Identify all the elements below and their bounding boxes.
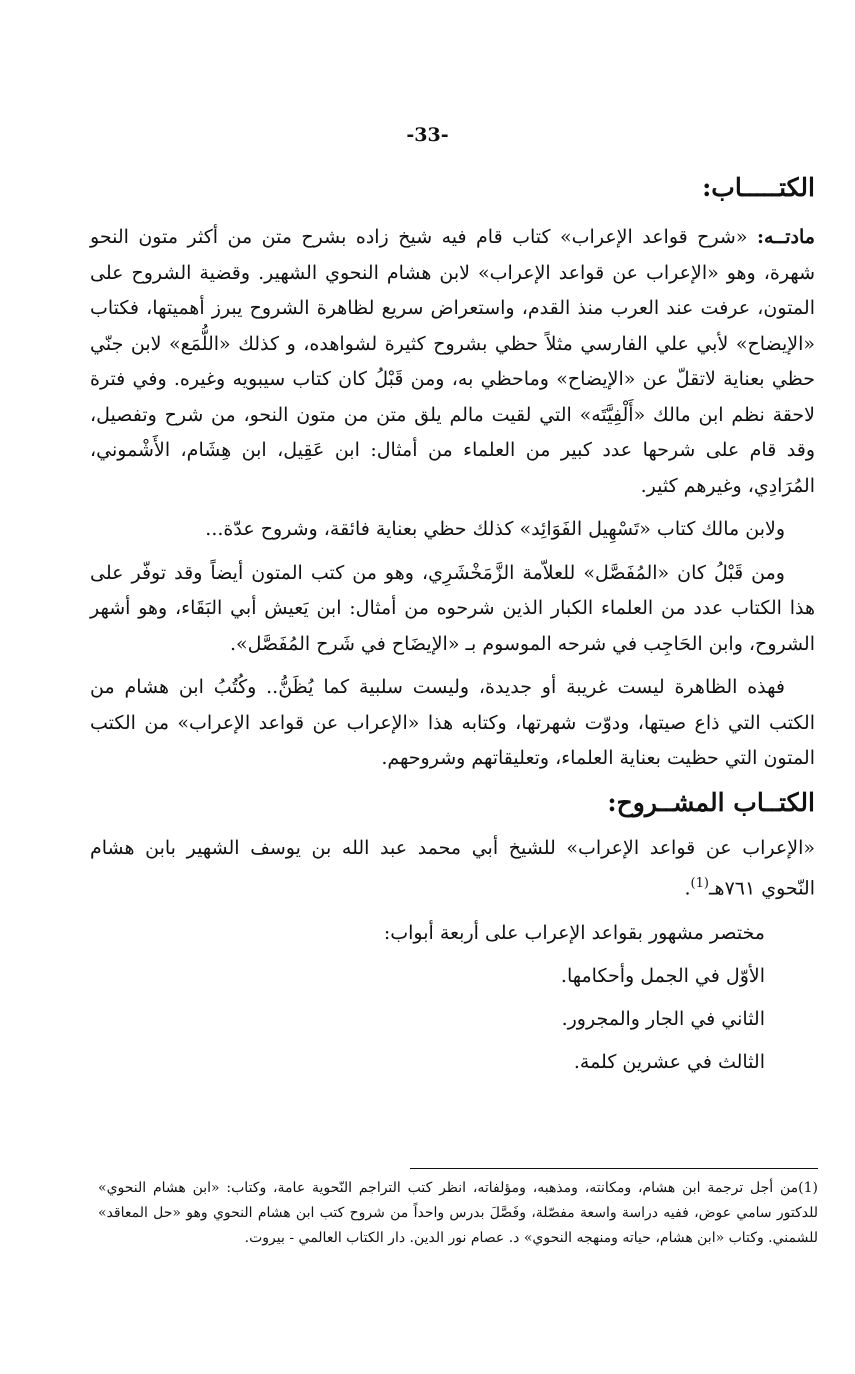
paragraph-explained-book (90, 831, 815, 907)
paragraph-explained-book-text: «الإعراب عن قواعد الإعراب» للشيخ أبي محمد عبد الله بن يوسف الشهير بابن هشام النّحوي ٧٦١هـ (90, 836, 815, 900)
paragraph-material (90, 220, 815, 504)
chapters-intro: مختصر مشهور بقواعد الإعراب على أربعة أبواب: (383, 921, 765, 944)
paragraph-material-text: «شرح قواعد الإعراب» كتاب قام فيه شيخ زاده بشرح متن من أكثر متون النحو شهرة، وهو «الإعراب عن قواعد الإعراب» لابن هشام النحوي الشهير. وقضية الشروح على المتون، عرفت عند العرب منذ القدم، واستعراض سريع لظاهرة الشروح يبرز أهميتها، فكتاب «الإيضاح» لأبي علي الفارسي مثلاً حظي بشروح كثيرة لشواهده، و كذلك «اللُّمَع» لابن جنّي حظي بعناية لاتقلّ عن «الإيضاح» وماحظي به، ومن قَبْلُ كان كتاب سيبويه وغيره. وفي فترة لاحقة نظم ابن مالك «أَلْفِيَّتَه» التي لقيت مالم يلق متن من متون النحو، من شرح وتفصيل، وقد قام على شرحها عدد كبير من العلماء من أمثال: ابن عَقِيل، ابن هِشَام، الأَشْموني، المُرَادِي، وغيرهم كثير. (90, 226, 815, 497)
chapters-list (90, 915, 815, 1080)
list-item: الثاني في الجار والمجرور. (561, 1007, 765, 1030)
paragraph-tashil: ولابن مالك كتاب «تَسْهِيل الفَوَائِد» كذلك حظي بعناية فائقة، وشروح عدّة... (205, 518, 785, 540)
page-number: -33- (406, 124, 449, 146)
list-item: الثالث في عشرين كلمة. (573, 1050, 765, 1073)
footnote-divider (410, 1168, 818, 1169)
footnote-marker: (1) (690, 876, 709, 891)
list-item: الأوّل في الجمل وأحكامها. (560, 964, 765, 987)
main-content (90, 170, 815, 1087)
footnote: (1)من أجل ترجمة ابن هشام، ومكانته، ومذهبه، ومؤلفاته، انظر كتب التراجم النّحوية عامة، وكتاب: «ابن هشام النحوي» للدكتور سامي عوض، ففيه دراسة واسعة مفصّلة، وفَصَّلَ بدرس واحداً من شروح كتب ابن هشام النحوي وهو «حل المعاقد» للشمني. وكتاب «ابن هشام، حياته ومنهجه النحوي» د. عصام نور الدين. دار الكتاب العالمي - بيروت. (98, 1180, 818, 1246)
paragraph-lead: مادتــه: (756, 226, 815, 248)
paragraph-phenomenon: فهذه الظاهرة ليست غريبة أو جديدة، وليست سلبية كما يُظَنُّ.. وكُتُبُ ابن هشام من الكتب التي ذاع صيتها، ودوّت شهرتها، وكتابه هذا «الإعراب عن قواعد الإعراب» من الكتب المتون التي حظيت بعناية العلماء، وتعليقاتهم وشروحهم. (90, 676, 815, 769)
section-heading-book: الكتـــــاب: (702, 173, 815, 202)
section-heading-explained-book: الكتــاب المشــروح: (607, 787, 815, 817)
paragraph-end-mark: . (684, 877, 691, 900)
paragraph-mufassal: ومن قَبْلُ كان «المُفَصَّل» للعلاّمة الزَّمَخْشَرِي، وهو من كتب المتون أيضاً وقد توفّر على هذا الكتاب عدد من العلماء الكبار الذين شرحوه من أمثال: ابن يَعيش أبي البَقَاء، وهو أشهر الشروح، وابن الحَاجِب في شرحه الموسوم بـ «الإيضَاح في شَرح المُفَصَّل». (90, 561, 815, 655)
